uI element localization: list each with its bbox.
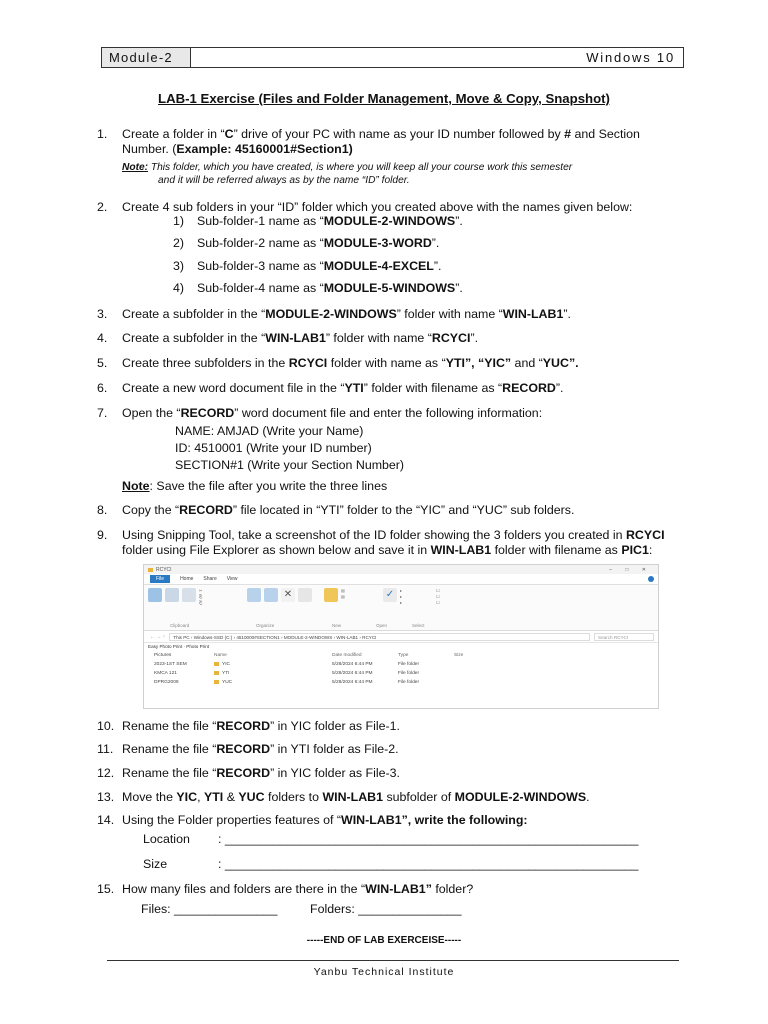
new-group [324, 588, 371, 602]
address-path: This PC › Windows-SSD (C:) › 4510000#SECTION1 › MODULE-2-WINDOWS › WIN-LAB1 › RCYCI [169, 633, 590, 641]
tab-home: Home [180, 576, 194, 582]
nav-item: Pictures [154, 653, 172, 658]
question-8: 8. Copy the “RECORD” file located in “YTI” folder to the “YIC” and “YUC” sub folders. [97, 503, 575, 517]
select-group [436, 588, 476, 606]
question-10: 10. Rename the file “RECORD” in YIC folder as File-1. [97, 719, 400, 733]
pin-icon [148, 588, 162, 602]
question-6: 6. Create a new word document file in the “YTI” folder with filename as “RECORD”. [97, 381, 564, 395]
note-1: Note: This folder, which you have created, is where you will keep all your course work this semester and it will be referred always as by the name “ID” folder. [122, 162, 573, 186]
info-line: SECTION#1 (Write your Section Number) [175, 458, 405, 472]
file-explorer-screenshot [143, 564, 659, 709]
tab-share: Share [203, 576, 217, 582]
ribbon: ✂ ⎘ ⎗ ✕ ▤ ▤ ✓ ▸ ▸ ▸ ☐ ☐ ☐ Clipboard Organize New Open Select [144, 585, 658, 631]
nav-item: KMCA 121 [154, 671, 177, 676]
question-12: 12. Rename the file “RECORD” in YIC folder as File-3. [97, 766, 400, 780]
question-15: 15. How many files and folders are there in the “WIN-LAB1” folder? [97, 882, 474, 896]
bookmark-bar: Easy Photo Print · Photo Print [148, 644, 210, 649]
organize-group [247, 588, 312, 602]
folders-count-blank: Folders: _______________ [310, 902, 462, 916]
question-11: 11. Rename the file “RECORD” in YTI folder as File-2. [97, 742, 399, 756]
footer-text: Yanbu Technical Institute [313, 966, 455, 978]
navigation-pane [144, 651, 204, 687]
select-options-icon: ☐ ☐ ☐ [436, 588, 440, 605]
files-count-blank: Files: _______________ [141, 902, 278, 916]
size-label: Size [143, 857, 168, 871]
location-label: Location [143, 832, 190, 846]
subfolder-item: 4) Sub-folder-4 name as “MODULE-5-WINDOWS”. [173, 281, 463, 295]
question-4: 4. Create a subfolder in the “WIN-LAB1” folder with name “RCYCI”. [97, 331, 479, 345]
file-row: YUC 5/28/2024 6:44 PM File folder [214, 678, 658, 687]
location-blank: : ____________________________________________________________ [218, 832, 639, 846]
question-2: 2. Create 4 sub folders in your “ID” folder which you created above with the names given below: [97, 200, 633, 214]
address-bar [144, 631, 658, 643]
explorer-body [144, 651, 658, 687]
move-to-icon [247, 588, 261, 602]
info-line: ID: 4510001 (Write your ID number) [175, 441, 372, 455]
new-item-icon: ▤ ▤ [341, 588, 345, 599]
delete-icon: ✕ [281, 588, 295, 602]
properties-icon: ✓ [383, 588, 397, 602]
open-options-icon: ▸ ▸ ▸ [400, 588, 403, 605]
question-13: 13. Move the YIC, YTI & YUC folders to WIN-LAB1 subfolder of MODULE-2-WINDOWS. [97, 790, 590, 804]
ribbon-tabs [144, 574, 658, 585]
folder-icon [148, 568, 153, 572]
clipboard-options-icon: ✂ ⎘ ⎗ [199, 588, 203, 605]
folder-icon [214, 680, 219, 684]
info-line: NAME: AMJAD (Write your Name) [175, 424, 364, 438]
file-list [204, 651, 658, 687]
subfolder-item: 2) Sub-folder-2 name as “MODULE-3-WORD”. [173, 236, 440, 250]
open-group [383, 588, 426, 606]
folder-icon [214, 671, 219, 675]
folder-icon [214, 662, 219, 666]
note-2: Note: Save the file after you write the three lines [122, 479, 388, 493]
file-row: YTI 5/28/2024 6:44 PM File folder [214, 669, 658, 678]
header-box [101, 47, 684, 68]
new-folder-icon [324, 588, 338, 602]
footer-divider [107, 960, 679, 961]
clipboard-group [148, 588, 227, 606]
search-box: Search RCYCI [594, 633, 654, 641]
subfolder-item: 1) Sub-folder-1 name as “MODULE-2-WINDOWS”. [173, 214, 463, 228]
tab-view: View [226, 576, 238, 582]
question-14: 14. Using the Folder properties features of “WIN-LAB1”, write the following: [97, 813, 528, 827]
module-label: Module-2 [102, 48, 191, 67]
file-list-header: Name Date modified Type Size [214, 653, 464, 658]
question-3: 3. Create a subfolder in the “MODULE-2-WINDOWS” folder with name “WIN-LAB1”. [97, 307, 571, 321]
file-row: YIC 5/28/2024 6:44 PM File folder [214, 660, 658, 669]
document-title: LAB-1 Exercise (Files and Folder Management, Move & Copy, Snapshot) [158, 91, 610, 106]
nav-arrows-icon: ← → ↑ [150, 633, 166, 640]
question-5: 5. Create three subfolders in the RCYCI folder with name as “YTI”, “YIC” and “YUC”. [97, 356, 579, 370]
subfolder-item: 3) Sub-folder-3 name as “MODULE-4-EXCEL”. [173, 259, 442, 273]
tab-file: File [150, 575, 170, 583]
question-9: 9. Using Snipping Tool, take a screenshot of the ID folder showing the 3 folders you created in RCYCI folder using File Explorer as shown below and save it in WIN-LAB1 folder with filename as PIC1: [97, 528, 665, 557]
window-controls-icon: – □ ✕ [609, 566, 652, 573]
nav-item: DPRG2009 [154, 680, 179, 685]
help-icon [648, 576, 654, 582]
paste-icon [182, 588, 196, 602]
nav-item: 2023-1ST SEM [154, 662, 187, 667]
copy-to-icon [264, 588, 278, 602]
rename-icon [298, 588, 312, 602]
question-7: 7. Open the “RECORD” word document file and enter the following information: [97, 406, 543, 420]
window-titlebar: RCYCI – □ ✕ [144, 565, 658, 574]
os-label: Windows 10 [586, 50, 675, 65]
size-blank: : ____________________________________________________________ [218, 857, 639, 871]
end-of-exercise: -----END OF LAB EXERCEISE----- [306, 935, 462, 946]
copy-icon [165, 588, 179, 602]
question-1: 1. Create a folder in “C” drive of your PC with name as your ID number followed by # and Section Number. (Example: 45160001#Section1) [97, 127, 640, 156]
